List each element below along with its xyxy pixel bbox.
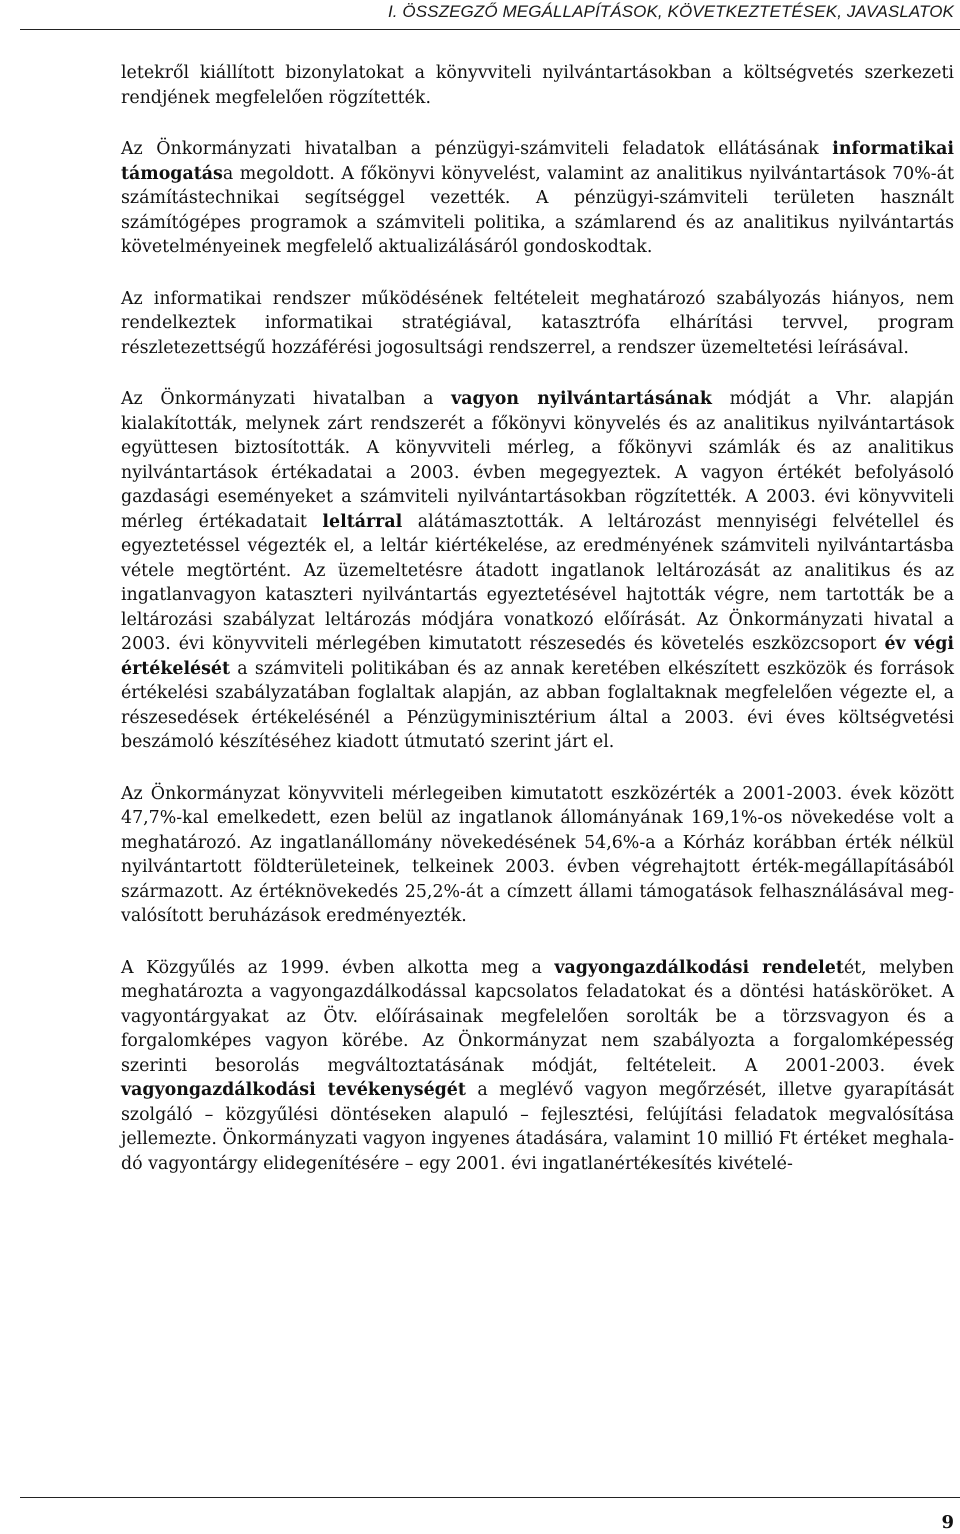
- footer-rule: [20, 1497, 960, 1498]
- emphasis-text: év végi értékelését: [121, 634, 954, 679]
- paragraph-text: A Közgyűlés az 1999. évben alkotta meg a: [121, 957, 555, 978]
- emphasis-text: vagyongazdálkodási rendelet: [554, 957, 844, 978]
- emphasis-text: vagyon nyilvántartásának: [451, 389, 712, 409]
- paragraph: [121, 137, 954, 260]
- page-number: 9: [941, 1512, 954, 1533]
- paragraph-text: a meglévő vagyon megőrzését, illetve gyarapítását szolgáló – közgyűlési döntéseken alapuló – fejlesztési, felújítási feladatok megvalósítása jellemezte. Önkormányzati vagyon ingyenes átadására, valamint 10 millió Ft értéket meghaladó vagyontárgy elidegenítésére – egy 2001. évi ingatlanértékesítés kivételé-: [121, 1080, 954, 1174]
- paragraph-text: ét, melyben meghatározta a vagyongazdálkodással kapcsolatos feladatokat és a döntési hatásköröket. A vagyontárgyakat az Ötv. előírásainak megfelelően sorolták be a törzsvagyon és a forgalomképes vagyon körébe. Az Önkormányzat nem szabályozta a forgalomképesség szerinti besorolás megváltoztatásának módját, feltételeit. A 2001-2003. évek: [121, 957, 955, 1076]
- paragraph: [121, 387, 954, 755]
- paragraph: [121, 61, 954, 110]
- document-body: [121, 61, 954, 1176]
- paragraph-text: alátámasztották. A leltározást mennyiségi felvétellel és egyeztetéssel végezték el, a leltár kiértékelése, az eredményének számviteli nyilvántartásba vétele megtörtént. Az üzemeltetésre átadott ingatlanok leltározását az analitikus és az ingatlanvagyon kataszteri nyilvántartás egyeztetésével hajtották végre, nem tartották be a leltározási szabályzat leltározás módjára vonatkozó előírását. Az Önkormányzati hivatal a 2003. évi könyvviteli mérlegében kimutatott részesedés és követelés eszközcsoport: [121, 511, 954, 654]
- paragraph-text: Az Önkormányzat könyvviteli mérlegeiben kimutatott eszközérték a 2001-2003. évek között 47,7%-kal emelkedett, ezen belül az ingatlanok állományának 169,1%-os növekedése volt a meghatározó. Az ingatlanállomány növekedésének 54,6%-a a Kórház korábban érték nélkül nyilvántartott földterületeinek, telkeinek 2003. évben végrehajtott érték-megállapításából származott. Az értéknövekedés 25,2%-át a címzett állami támogatások felhasználásával megvalósított beruházások eredményezték.: [121, 783, 954, 926]
- paragraph: [121, 782, 954, 929]
- emphasis-text: leltárral: [322, 511, 403, 532]
- paragraph: [121, 956, 954, 1177]
- paragraph-text: Az informatikai rendszer működésének feltételeit meghatározó szabályozás hiányos, nem rendelkeztek informatikai stratégiával, katasztrófa elhárítási tervvel, program részletezettségű hozzáférési jogosultsági rendszerrel, a rendszer üzemeltetési leírásával.: [121, 288, 954, 358]
- paragraph-text: Az Önkormányzati hivatalban a: [121, 389, 452, 409]
- paragraph-text: módját a Vhr. alapján kialakították, melynek zárt rendszerét a főkönyvi könyvelés és az analitikus nyilvántartások együttesen biztosították. A könyvviteli mérleg, a főkönyvi számlák és az analitikus nyilvántartások értékadatai a 2003. évben megegyeztek. A vagyon értékét befolyásoló gazdasági eseményeket a számviteli nyilvántartásokban rögzítették. A 2003. évi könyvviteli mérleg értékadatait: [121, 389, 954, 532]
- emphasis-text: informatikai támogatás: [121, 139, 954, 184]
- paragraph-text: Az Önkormányzati hivatalban a pénzügyi-számviteli feladatok ellátásának: [121, 139, 833, 159]
- paragraph-text: letekről kiállított bizonylatokat a könyvviteli nyilvántartásokban a költségvetés szerkezeti rendjének megfelelően rögzítették.: [121, 63, 954, 108]
- header-rule: [20, 29, 960, 30]
- running-header: I. ÖSSZEGZŐ MEGÁLLAPÍTÁSOK, KÖVETKEZTETÉSEK, JAVASLATOK: [387, 2, 954, 21]
- paragraph-text: a számviteli politikában és az annak keretében elkészített eszközök és források értékelési szabályzatában foglaltak alapján, az abban foglaltaknak megfelelően végezte el, a részesedések értékelésénél a Pénzügyminisztérium által a 2003. évi éves költségvetési beszámoló készítéséhez kiadott útmutató szerint járt el.: [121, 658, 954, 752]
- paragraph: [121, 287, 954, 361]
- paragraph-text: a megoldott. A főkönyvi könyvelést, valamint az analitikus nyilvántartások 70%-át számítástechnikai segítséggel vezették. A pénzügyi-számviteli területen használt számítógépes programok a számviteli politika, a számlarend és az analitikus nyilvántartás követelményeinek megfelelő aktualizálásáról gondoskodtak.: [121, 163, 954, 257]
- emphasis-text: vagyongazdálkodási tevékenységét: [121, 1080, 466, 1100]
